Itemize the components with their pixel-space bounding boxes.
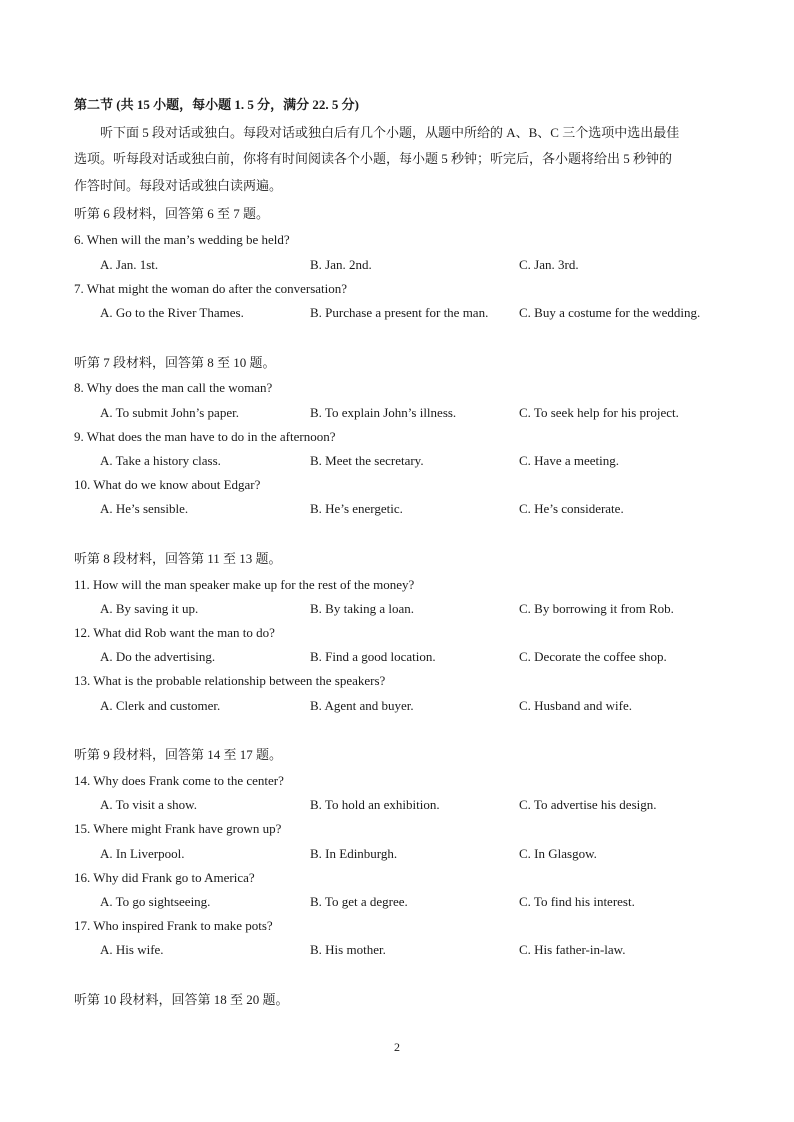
option-b: B. Find a good location.: [310, 649, 436, 664]
option-c: C. His father-in-law.: [519, 942, 626, 957]
question-stem: 8. Why does the man call the woman?: [74, 380, 273, 395]
option-b: B. To get a degree.: [310, 894, 408, 909]
option-c: C. He’s considerate.: [519, 501, 624, 516]
question-stem: 9. What does the man have to do in the afternoon?: [74, 429, 336, 444]
page-number: 2: [394, 1040, 400, 1054]
option-b: B. By taking a loan.: [310, 601, 414, 616]
group-title: 听第 7 段材料，回答第 8 至 10 题。: [74, 355, 276, 370]
option-b: B. To hold an exhibition.: [310, 797, 440, 812]
option-b: B. Agent and buyer.: [310, 698, 414, 713]
question-stem: 12. What did Rob want the man to do?: [74, 625, 275, 640]
option-a: A. Do the advertising.: [100, 649, 216, 664]
option-c: C. Have a meeting.: [519, 453, 619, 468]
question-stem: 6. When will the man’s wedding be held?: [74, 232, 290, 247]
question-stem: 16. Why did Frank go to America?: [74, 870, 255, 885]
question-stem: 13. What is the probable relationship between the speakers?: [74, 673, 386, 688]
question-stem: 17. Who inspired Frank to make pots?: [74, 918, 273, 933]
group-title: 听第 9 段材料，回答第 14 至 17 题。: [74, 747, 283, 762]
instruction-line-3: 作答时间。每段对话或独白读两遍。: [74, 178, 283, 193]
option-a: A. Jan. 1st.: [100, 257, 159, 272]
option-a: A. Go to the River Thames.: [100, 305, 244, 320]
option-c: C. In Glasgow.: [519, 846, 597, 861]
option-a: A. By saving it up.: [100, 601, 199, 616]
question-stem: 10. What do we know about Edgar?: [74, 477, 261, 492]
option-a: A. In Liverpool.: [100, 846, 185, 861]
option-b: B. Purchase a present for the man.: [310, 305, 489, 320]
option-a: A. To go sightseeing.: [100, 894, 211, 909]
option-c: C. Buy a costume for the wedding.: [519, 305, 701, 320]
question-stem: 7. What might the woman do after the conversation?: [74, 281, 348, 296]
option-a: A. His wife.: [100, 942, 164, 957]
option-a: A. He’s sensible.: [100, 501, 189, 516]
section-heading: 第二节 (共 15 小题，每小题 1. 5 分，满分 22. 5 分): [74, 97, 359, 112]
question-stem: 14. Why does Frank come to the center?: [74, 773, 284, 788]
option-b: B. Jan. 2nd.: [310, 257, 372, 272]
question-stem: 15. Where might Frank have grown up?: [74, 821, 282, 836]
option-b: B. In Edinburgh.: [310, 846, 398, 861]
option-c: C. Husband and wife.: [519, 698, 633, 713]
option-c: C. By borrowing it from Rob.: [519, 601, 674, 616]
option-b: B. His mother.: [310, 942, 386, 957]
instruction-line-2: 选项。听每段对话或独白前，你将有时间阅读各个小题，每小题 5 秒钟；听完后，各小题将给出 5 秒钟的: [74, 151, 673, 166]
group-title: 听第 6 段材料，回答第 6 至 7 题。: [74, 206, 270, 221]
option-b: B. To explain John’s illness.: [310, 405, 457, 420]
option-c: C. To find his interest.: [519, 894, 635, 909]
option-a: A. Clerk and customer.: [100, 698, 221, 713]
option-b: B. He’s energetic.: [310, 501, 403, 516]
option-c: C. Decorate the coffee shop.: [519, 649, 667, 664]
option-a: A. To visit a show.: [100, 797, 197, 812]
group-title: 听第 8 段材料，回答第 11 至 13 题。: [74, 551, 282, 566]
group-title: 听第 10 段材料，回答第 18 至 20 题。: [74, 992, 289, 1007]
option-c: C. To advertise his design.: [519, 797, 657, 812]
option-b: B. Meet the secretary.: [310, 453, 424, 468]
option-c: C. To seek help for his project.: [519, 405, 679, 420]
option-a: A. Take a history class.: [100, 453, 221, 468]
instruction-line-1: 听下面 5 段对话或独白。每段对话或独白后有几个小题，从题中所给的 A、B、C 三个选项中选出最佳: [100, 125, 680, 140]
question-stem: 11. How will the man speaker make up for the rest of the money?: [74, 577, 415, 592]
option-c: C. Jan. 3rd.: [519, 257, 579, 272]
option-a: A. To submit John’s paper.: [100, 405, 239, 420]
